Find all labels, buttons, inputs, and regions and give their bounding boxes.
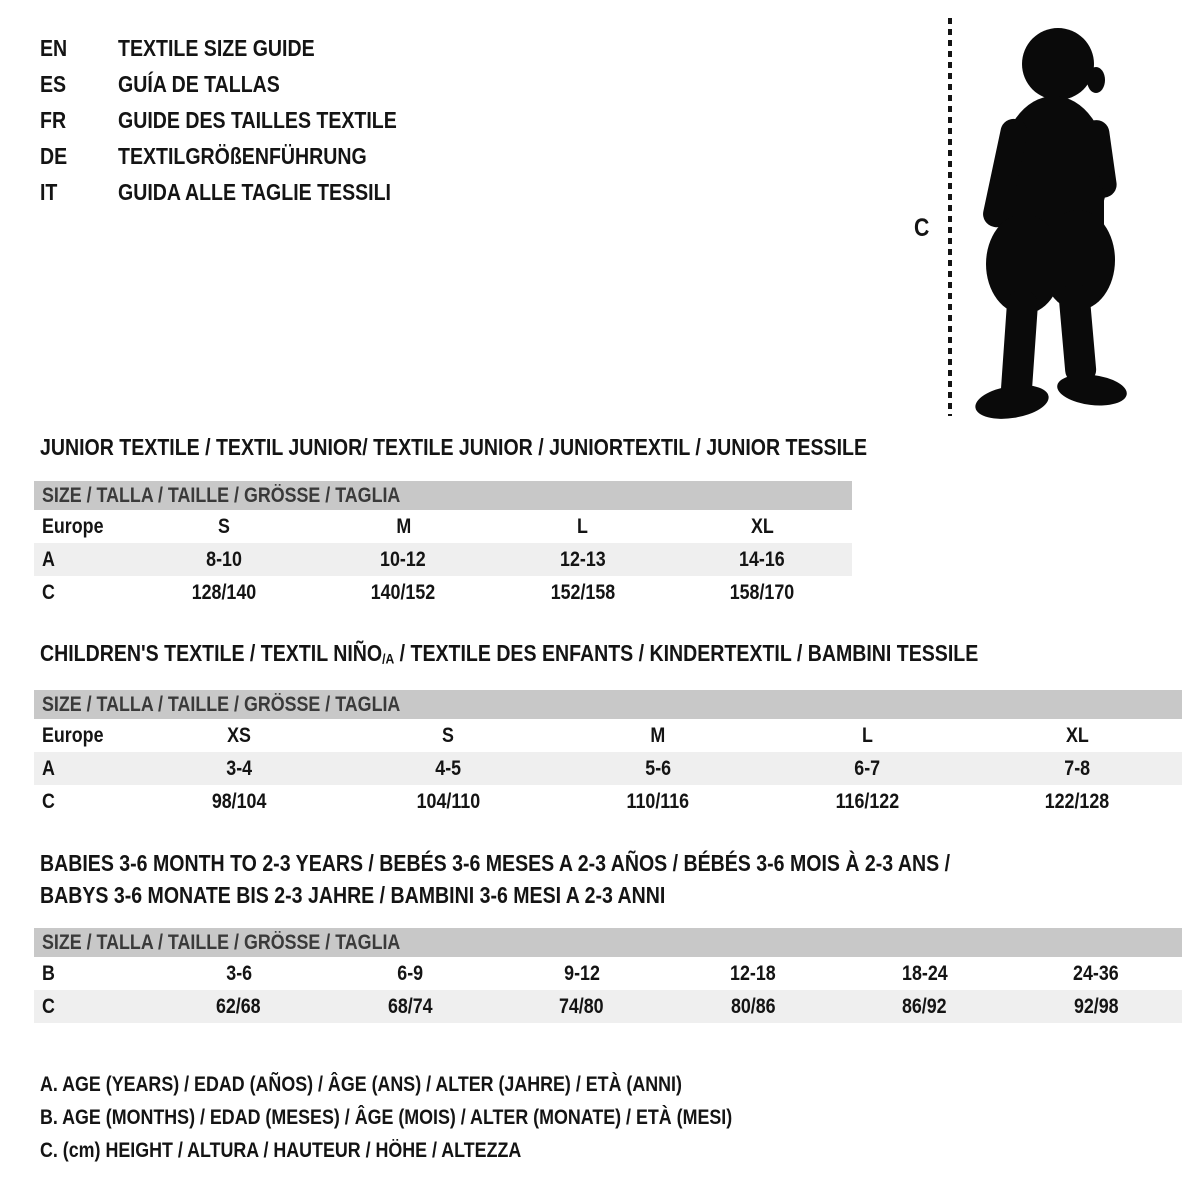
size-header-label: SIZE / TALLA / TAILLE / GRÖSSE / TAGLIA (42, 483, 401, 507)
language-code: IT (40, 179, 58, 205)
language-title-list (40, 30, 446, 210)
height-cell: 104/110 (416, 789, 481, 813)
age-cell: 3-4 (225, 756, 252, 780)
row-label: C (42, 994, 55, 1018)
height-cell: 68/74 (387, 994, 433, 1018)
height-cell: 62/68 (216, 994, 262, 1018)
height-cell: 116/122 (835, 789, 900, 813)
junior-section-title: JUNIOR TEXTILE / TEXTIL JUNIOR/ TEXTILE JUNIOR / JUNIORTEXTIL / JUNIOR TESSILE (40, 434, 868, 460)
language-title: TEXTILGRÖßENFÜHRUNG (118, 143, 367, 169)
language-row (40, 102, 446, 138)
height-cell: 74/80 (559, 994, 605, 1018)
age-cell: 4-5 (435, 756, 462, 780)
height-cell: 128/140 (191, 580, 257, 604)
legend-line-c: C. (cm) HEIGHT / ALTURA / HAUTEUR / HÖHE / ALTEZZA (40, 1139, 522, 1162)
children-size-table (34, 690, 1182, 818)
language-code: ES (40, 71, 67, 97)
row-label: C (42, 789, 55, 813)
region-size-row (34, 510, 852, 543)
age-cell: 18-24 (901, 961, 948, 985)
language-code: DE (40, 143, 68, 169)
babies-section-title (40, 847, 1111, 911)
language-row (40, 138, 446, 174)
age-cell: 10-12 (380, 547, 427, 571)
language-code: EN (40, 35, 68, 61)
toddler-silhouette-icon (962, 22, 1142, 420)
language-title: GUIDA ALLE TAGLIE TESSILI (118, 179, 391, 205)
age-cell: 5-6 (645, 756, 671, 780)
size-header-label: SIZE / TALLA / TAILLE / GRÖSSE / TAGLIA (42, 930, 401, 954)
row-label: Europe (42, 723, 104, 747)
size-cell: S (217, 514, 230, 538)
height-cell: 92/98 (1073, 994, 1119, 1018)
language-row (40, 174, 446, 210)
row-label: B (42, 961, 55, 985)
height-cell: 86/92 (902, 994, 948, 1018)
size-cell: S (442, 723, 455, 747)
legend-line-a: A. AGE (YEARS) / EDAD (AÑOS) / ÂGE (ANS) / ALTER (JAHRE) / ETÀ (ANNI) (40, 1073, 682, 1096)
size-cell: L (577, 514, 589, 538)
height-cell: 110/116 (626, 789, 690, 813)
age-cell: 3-6 (225, 961, 252, 985)
size-cell: L (862, 723, 874, 747)
age-cell: 6-7 (854, 756, 881, 780)
height-measure-dashed-line (948, 18, 952, 416)
babies-title-line2: BABYS 3-6 MONATE BIS 2-3 JAHRE / BAMBINI 3-6 MESI A 2-3 ANNI (40, 882, 666, 908)
height-measure-label: C (914, 214, 930, 242)
size-cell: M (650, 723, 666, 747)
region-size-row (34, 719, 1182, 752)
size-cell: XS (226, 723, 251, 747)
babies-size-table (34, 928, 1182, 1023)
language-code: FR (40, 107, 67, 133)
age-cell: 12-18 (730, 961, 777, 985)
row-label: C (42, 580, 55, 604)
size-cell: M (395, 514, 411, 538)
age-years-row (34, 752, 1182, 785)
age-cell: 7-8 (1064, 756, 1091, 780)
language-row (40, 30, 446, 66)
age-cell: 8-10 (205, 547, 242, 571)
size-cell: XL (1065, 723, 1089, 747)
measure-legend (40, 1068, 854, 1167)
height-cell: 140/152 (370, 580, 436, 604)
height-cell: 80/86 (730, 994, 776, 1018)
language-title: GUÍA DE TALLAS (118, 71, 280, 97)
size-header-label: SIZE / TALLA / TAILLE / GRÖSSE / TAGLIA (42, 692, 401, 716)
age-cell: 6-9 (397, 961, 424, 985)
age-cell: 24-36 (1073, 961, 1120, 985)
language-title: GUIDE DES TAILLES TEXTILE (118, 107, 397, 133)
height-cm-row (34, 785, 1182, 818)
size-table-header (34, 481, 852, 510)
row-label: A (42, 547, 55, 571)
junior-size-table (34, 481, 852, 609)
size-cell: XL (750, 514, 774, 538)
height-cm-row (34, 576, 852, 609)
age-cell: 12-13 (559, 547, 606, 571)
nino-a-subscript: /A (382, 651, 395, 668)
language-row (40, 66, 446, 102)
legend-line-b: B. AGE (MONTHS) / EDAD (MESES) / ÂGE (MOIS) / ALTER (MONATE) / ETÀ (MESI) (40, 1106, 733, 1129)
age-months-row (34, 957, 1182, 990)
age-years-row (34, 543, 852, 576)
row-label: Europe (42, 514, 104, 538)
height-cm-row (34, 990, 1182, 1023)
babies-title-line1: BABIES 3-6 MONTH TO 2-3 YEARS / BEBÉS 3-6 MESES A 2-3 AÑOS / BÉBÉS 3-6 MOIS À 2-3 ANS / (40, 850, 951, 876)
height-cell: 152/158 (550, 580, 616, 604)
age-cell: 14-16 (739, 547, 786, 571)
size-table-header (34, 690, 1182, 719)
age-cell: 9-12 (563, 961, 600, 985)
row-label: A (42, 756, 55, 780)
children-section-title: CHILDREN'S TEXTILE / TEXTIL NIÑO/A / TEXTILE DES ENFANTS / KINDERTEXTIL / BAMBINI TESSILE (40, 640, 979, 668)
height-cell: 158/170 (729, 580, 795, 604)
height-cell: 122/128 (1044, 789, 1110, 813)
size-table-header (34, 928, 1182, 957)
language-title: TEXTILE SIZE GUIDE (118, 35, 315, 61)
height-cell: 98/104 (211, 789, 267, 813)
